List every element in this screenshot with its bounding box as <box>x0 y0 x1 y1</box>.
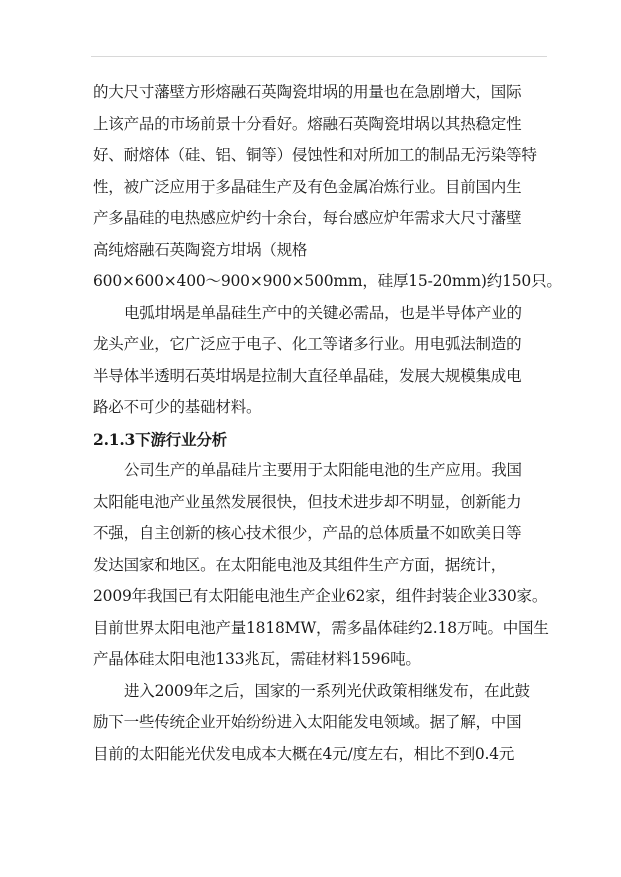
text-line: 龙头产业，它广泛应于电子、化工等诸多行业。用电弧法制造的 <box>93 335 522 353</box>
text-line: 好、耐熔体（硅、铝、铜等）侵蚀性和对所加工的制品无污染等特 <box>93 146 537 164</box>
paragraph-start-line: 公司生产的单晶硅片主要用于太阳能电池的生产应用。我国 <box>124 461 522 479</box>
section-heading: 2.1.3下游行业分析 <box>93 429 227 449</box>
text-line: 上该产品的市场前景十分看好。熔融石英陶瓷坩埚以其热稳定性 <box>93 114 522 133</box>
text-line: 产晶体硅太阳电池133兆瓦，需硅材料1596吨。 <box>93 650 421 668</box>
text-line: 不强，自主创新的核心技术很少，产品的总体质量不如欧美日等 <box>93 524 522 542</box>
text-line: 路必不可少的基础材料。 <box>93 398 262 416</box>
text-line: 半导体半透明石英坩埚是拉制大直径单晶硅，发展大规模集成电 <box>93 366 522 385</box>
header-divider <box>91 56 547 57</box>
text-line: 高纯熔融石英陶瓷方坩埚（规格 <box>93 240 308 259</box>
paragraph-start-line: 电弧坩埚是单晶硅生产中的关键必需品，也是半导体产业的 <box>124 303 522 322</box>
text-line: 发达国家和地区。在太阳能电池及其组件生产方面，据统计， <box>93 555 507 574</box>
paragraph-start-line: 进入2009年之后，国家的一系列光伏政策相继发布，在此鼓 <box>124 681 530 700</box>
text-line: 600×600×400～900×900×500mm，硅厚15-20mm)约150只。 <box>93 272 562 290</box>
text-line: 目前的太阳能光伏发电成本大概在4元/度左右，相比不到0.4元 <box>93 744 515 763</box>
text-line: 目前世界太阳电池产量1818MW，需多晶体硅约2.18万吨。中国生 <box>93 618 549 637</box>
text-line: 2009年我国已有太阳能电池生产企业62家，组件封装企业330家。 <box>93 587 548 605</box>
text-line: 的大尺寸藩壁方形熔融石英陶瓷坩埚的用量也在急剧增大，国际 <box>93 83 522 101</box>
text-line: 励下一些传统企业开始纷纷进入太阳能发电领域。据了解，中国 <box>93 713 522 731</box>
text-line: 性，被广泛应用于多晶硅生产及有色金属冶炼行业。目前国内生 <box>93 177 522 196</box>
text-line: 太阳能电池产业虽然发展很快，但技术进步却不明显，创新能力 <box>93 492 522 511</box>
text-line: 产多晶硅的电热感应炉约十余台，每台感应炉年需求大尺寸藩壁 <box>93 209 522 227</box>
document-body <box>93 77 562 770</box>
